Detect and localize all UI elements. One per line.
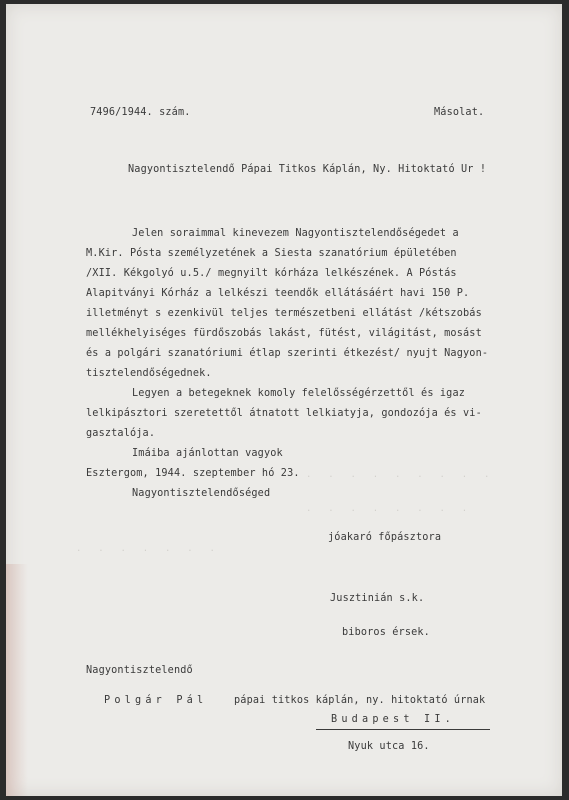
body-line: mellékhelyiséges fürdőszobás lakást, fütést, világitást, mosást (86, 328, 482, 339)
recipient-title: pápai titkos káplán, ny. hitoktató úrnak (234, 695, 486, 706)
address-street: Nyuk utca 16. (348, 741, 430, 752)
body-line: M.Kir. Pósta személyzetének a Siesta szanatórium épületében (86, 248, 457, 259)
letter-page (6, 4, 562, 796)
recipient-name: Polgár Pál (104, 695, 208, 706)
body-line: Nagyontisztelendőséged (132, 488, 271, 499)
show-through-text: . . . . . . . . . (306, 470, 492, 480)
date-line: Esztergom, 1944. szeptember hó 23. (86, 468, 300, 479)
signature-name: Jusztinián s.k. (330, 593, 425, 604)
salutation: Nagyontisztelendő Pápai Titkos Káplán, Ny. Hitoktató Ur ! (128, 164, 487, 175)
document-reference-number: 7496/1944. szám. (90, 107, 191, 118)
address-city-underline (316, 729, 490, 730)
body-line: illetményt s ezenkivül teljes természetbeni ellátást /kétszobás (86, 308, 482, 319)
body-line: Imáiba ajánlottan vagyok (132, 448, 283, 459)
address-city: Budapest II. (331, 714, 456, 725)
signature-title: biboros érsek. (342, 627, 430, 638)
body-line: Jelen soraimmal kinevezem Nagyontisztelendőségedet a (132, 228, 459, 239)
signature-closing: jóakaró főpásztora (328, 532, 442, 543)
body-line: tisztelendőségednek. (86, 368, 212, 379)
show-through-text: . . . . . . . . (306, 504, 470, 514)
show-through-text: . . . . . . . (76, 544, 217, 554)
body-line: és a polgári szanatóriumi étlap szerinti étkezést/ nyujt Nagyon- (86, 348, 489, 359)
body-line: Alapitványi Kórház a lelkészi teendők ellátásáért havi 150 P. (86, 288, 470, 299)
copy-mark: Másolat. (434, 107, 485, 118)
body-line: /XII. Kékgolyó u.5./ megnyilt kórháza lelkészének. A Póstás (86, 268, 457, 279)
body-line: gasztalója. (86, 428, 156, 439)
address-honorific: Nagyontisztelendő (86, 665, 193, 676)
body-line: lelkipásztori szeretettől átnatott lelkiatyja, gondozója és vi- (86, 408, 482, 419)
body-line: Legyen a betegeknek komoly felelősségérzettől és igaz (132, 388, 466, 399)
